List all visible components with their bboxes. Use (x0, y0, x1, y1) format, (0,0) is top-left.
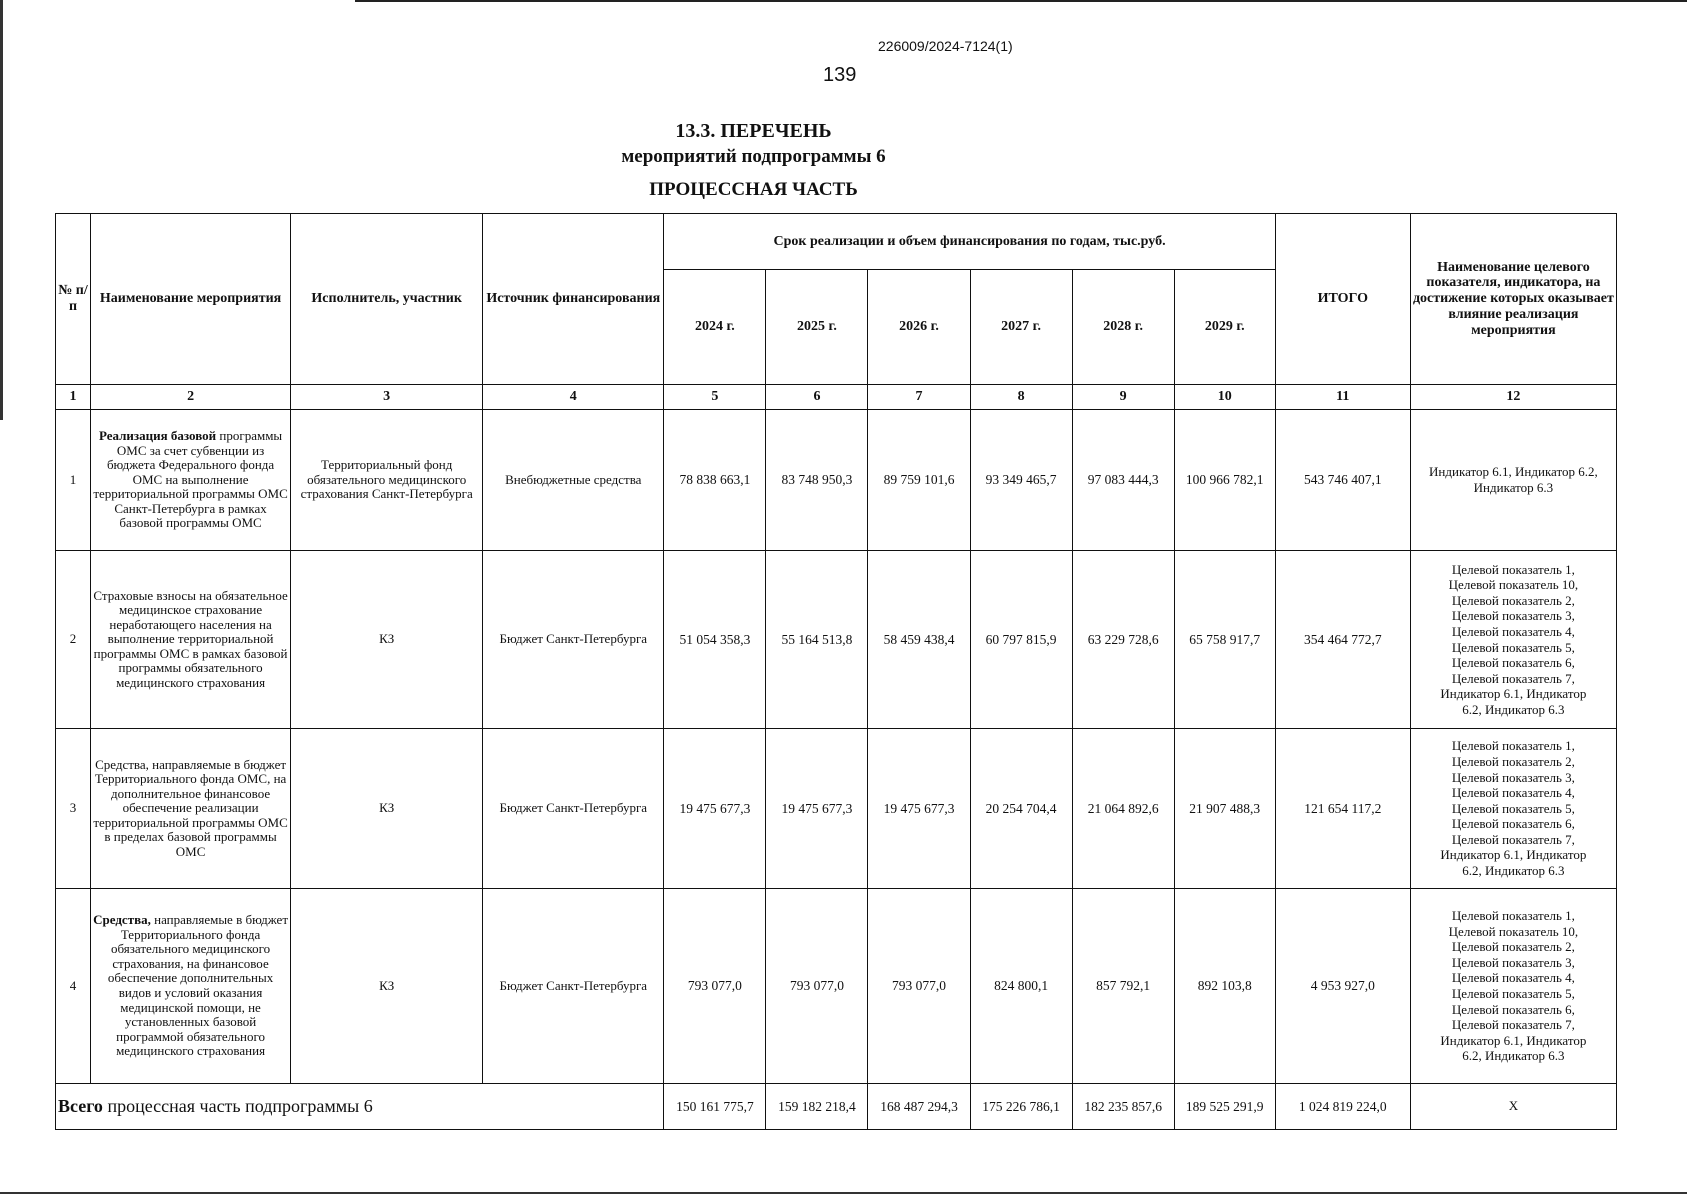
indicators (1410, 410, 1616, 551)
value-2026: 793 077,0 (868, 889, 970, 1084)
indicator-line: Целевой показатель 1, (1451, 561, 1575, 577)
row-total: 543 746 407,1 (1275, 410, 1410, 551)
executor: Территориальный фонд обязательного медицинского страхования Санкт-Петербурга (291, 410, 483, 551)
activity-name-bold: Реализация базовой (98, 428, 217, 444)
column-number: 10 (1174, 385, 1275, 410)
indicators (1410, 729, 1616, 889)
indicator-line: Целевой показатель 3, (1451, 769, 1575, 785)
value-2027: 60 797 815,9 (970, 551, 1072, 729)
bottom-rule (0, 1192, 1687, 1194)
value-2026: 19 475 677,3 (868, 729, 970, 889)
indicator-line: Целевой показатель 7, (1451, 670, 1575, 686)
executor: КЗ (291, 729, 483, 889)
section-title: 13.3. ПЕРЕЧЕНЬ (675, 120, 832, 142)
value-2029: 892 103,8 (1174, 889, 1275, 1084)
header-year: 2024 г. (664, 270, 766, 385)
indicator-line: Целевой показатель 1, (1451, 908, 1575, 924)
indicator-line: Целевой показатель 1, (1451, 738, 1575, 754)
header-year: 2028 г. (1072, 270, 1174, 385)
indicator-line: Целевой показатель 2, (1451, 939, 1575, 955)
value-2028: 857 792,1 (1072, 889, 1174, 1084)
indicator-line: Целевой показатель 4, (1451, 623, 1575, 639)
indicator-line: Целевой показатель 5, (1451, 639, 1575, 655)
page-number: 139 (823, 64, 857, 86)
indicator-line: Целевой показатель 4, (1451, 785, 1575, 801)
column-number: 12 (1410, 385, 1616, 410)
indicator-line: Целевой показатель 7, (1451, 1017, 1575, 1033)
indicator-line: Целевой показатель 6, (1451, 1001, 1575, 1017)
indicator-line: Целевой показатель 10, (1448, 577, 1579, 593)
indicator-line: Целевой показатель 10, (1448, 923, 1579, 939)
value-2024: 793 077,0 (664, 889, 766, 1084)
row-number: 2 (56, 551, 91, 729)
activity-name-text: Страховые взносы на обязательное медицинское страхование неработающего населения на выполнение территориальной программы ОМС в рамках базовой программы обязательного медицинского страхования (93, 587, 288, 690)
grand-total: 1 024 819 224,0 (1275, 1084, 1410, 1130)
header-source: Источник финансирования (483, 214, 664, 385)
activity-name (91, 410, 291, 551)
indicator-line: 6.2, Индикатор 6.3 (1462, 701, 1565, 717)
total-2026: 168 487 294,3 (868, 1084, 970, 1130)
value-2029: 100 966 782,1 (1174, 410, 1275, 551)
indicators (1410, 551, 1616, 729)
value-2025: 793 077,0 (766, 889, 868, 1084)
row-total: 121 654 117,2 (1275, 729, 1410, 889)
header-name: Наименование мероприятия (91, 214, 291, 385)
total-label-text: процессная часть подпрограммы 6 (107, 1096, 373, 1117)
row-total: 354 464 772,7 (1275, 551, 1410, 729)
total-label (56, 1084, 664, 1130)
indicator-line: Целевой показатель 3, (1451, 954, 1575, 970)
indicator-line: Целевой показатель 3, (1451, 608, 1575, 624)
activities-table (55, 213, 1617, 1130)
column-number: 4 (483, 385, 664, 410)
value-2029: 21 907 488,3 (1174, 729, 1275, 889)
value-2027: 20 254 704,4 (970, 729, 1072, 889)
column-number: 8 (970, 385, 1072, 410)
executor: КЗ (291, 889, 483, 1084)
value-2028: 97 083 444,3 (1072, 410, 1174, 551)
total-2024: 150 161 775,7 (664, 1084, 766, 1130)
indicator-line: Целевой показатель 5, (1451, 800, 1575, 816)
total-row (56, 1084, 1617, 1130)
header-year: 2027 г. (970, 270, 1072, 385)
value-2027: 824 800,1 (970, 889, 1072, 1084)
column-number: 1 (56, 385, 91, 410)
value-2024: 51 054 358,3 (664, 551, 766, 729)
row-number: 1 (56, 410, 91, 551)
row-number: 3 (56, 729, 91, 889)
value-2027: 93 349 465,7 (970, 410, 1072, 551)
header-year: 2029 г. (1174, 270, 1275, 385)
section-subtitle: мероприятий подпрограммы 6 (621, 146, 886, 167)
activity-name (91, 551, 291, 729)
indicator-line: Целевой показатель 2, (1451, 753, 1575, 769)
funding-source: Бюджет Санкт-Петербурга (483, 551, 664, 729)
total-2027: 175 226 786,1 (970, 1084, 1072, 1130)
table-row (56, 889, 1617, 1084)
header-year: 2026 г. (868, 270, 970, 385)
funding-source: Бюджет Санкт-Петербурга (483, 889, 664, 1084)
activity-name-text: направляемые в бюджет Территориального фонда обязательного медицинского страхования, на финансовое обеспечение дополнительных видов и условий оказания медицинской помощи, не установленных базовой программой обязательного медицинского страхования (107, 912, 289, 1059)
value-2026: 58 459 438,4 (868, 551, 970, 729)
value-2025: 55 164 513,8 (766, 551, 868, 729)
column-number: 11 (1275, 385, 1410, 410)
header-indicator: Наименование целевого показателя, индикатора, на достижение которых оказывает влияние реализация мероприятия (1410, 214, 1616, 385)
funding-source: Бюджет Санкт-Петербурга (483, 729, 664, 889)
header-period: Срок реализации и объем финансирования по годам, тыс.руб. (664, 214, 1275, 270)
activity-name (91, 729, 291, 889)
total-2028: 182 235 857,6 (1072, 1084, 1174, 1130)
value-2028: 63 229 728,6 (1072, 551, 1174, 729)
table-row (56, 551, 1617, 729)
indicator-line: Целевой показатель 5, (1451, 986, 1575, 1001)
indicator-line: Целевой показатель 2, (1451, 592, 1575, 608)
table-row (56, 410, 1617, 551)
column-number: 2 (91, 385, 291, 410)
column-number: 7 (868, 385, 970, 410)
indicator-line: Индикатор 6.1, Индикатор (1440, 1032, 1587, 1048)
value-2025: 83 748 950,3 (766, 410, 868, 551)
section-part-title: ПРОЦЕССНАЯ ЧАСТЬ (649, 179, 858, 200)
value-2025: 19 475 677,3 (766, 729, 868, 889)
activity-name-text: программы ОМС за счет субвенции из бюджета Федерального фонда ОМС на выполнение территориальной программы ОМС Санкт-Петербурга в рамках базовой программы ОМС (93, 428, 288, 531)
column-numbers-row (56, 385, 1617, 410)
header-year: 2025 г. (766, 270, 868, 385)
executor: КЗ (291, 551, 483, 729)
column-number: 9 (1072, 385, 1174, 410)
row-number: 4 (56, 889, 91, 1084)
column-number: 5 (664, 385, 766, 410)
activity-name-text: Средства, направляемые в бюджет Территориального фонда ОМС, на дополнительное финансовое обеспечение реализации территориальной программы ОМС в пределах базовой программы ОМС (93, 756, 288, 859)
activity-name-bold: Средства, (93, 912, 151, 928)
activity-name (91, 889, 291, 1084)
value-2026: 89 759 101,6 (868, 410, 970, 551)
header-total: ИТОГО (1275, 214, 1410, 385)
scan-edge (0, 0, 3, 420)
table-row (56, 729, 1617, 889)
column-number: 6 (766, 385, 868, 410)
indicator-line: Целевой показатель 6, (1451, 816, 1575, 832)
indicator-line: 6.2, Индикатор 6.3 (1462, 863, 1565, 879)
indicators (1410, 889, 1616, 1084)
total-indicator: Х (1410, 1084, 1616, 1130)
indicator-line: Индикатор 6.1, Индикатор (1440, 847, 1587, 863)
indicator-line: Индикатор 6.1, Индикатор (1440, 686, 1587, 702)
indicator-line: 6.2, Индикатор 6.3 (1462, 1048, 1565, 1064)
indicator-line: Целевой показатель 4, (1451, 970, 1575, 986)
document-number: 226009/2024-7124(1) (878, 38, 1013, 54)
row-total: 4 953 927,0 (1275, 889, 1410, 1084)
indicator-line: Индикатор 6.1, Индикатор 6.2, Индикатор 6.3 (1429, 464, 1598, 495)
total-label-bold: Всего (58, 1096, 103, 1117)
header-no: № п/п (56, 214, 91, 385)
value-2029: 65 758 917,7 (1174, 551, 1275, 729)
value-2024: 78 838 663,1 (664, 410, 766, 551)
indicator-line: Целевой показатель 7, (1451, 831, 1575, 847)
indicator-line: Целевой показатель 6, (1451, 655, 1575, 671)
header-executor: Исполнитель, участник (291, 214, 483, 385)
value-2028: 21 064 892,6 (1072, 729, 1174, 889)
total-2025: 159 182 218,4 (766, 1084, 868, 1130)
funding-source: Внебюджетные средства (483, 410, 664, 551)
total-2029: 189 525 291,9 (1174, 1084, 1275, 1130)
value-2024: 19 475 677,3 (664, 729, 766, 889)
top-rule (355, 0, 1687, 2)
column-number: 3 (291, 385, 483, 410)
